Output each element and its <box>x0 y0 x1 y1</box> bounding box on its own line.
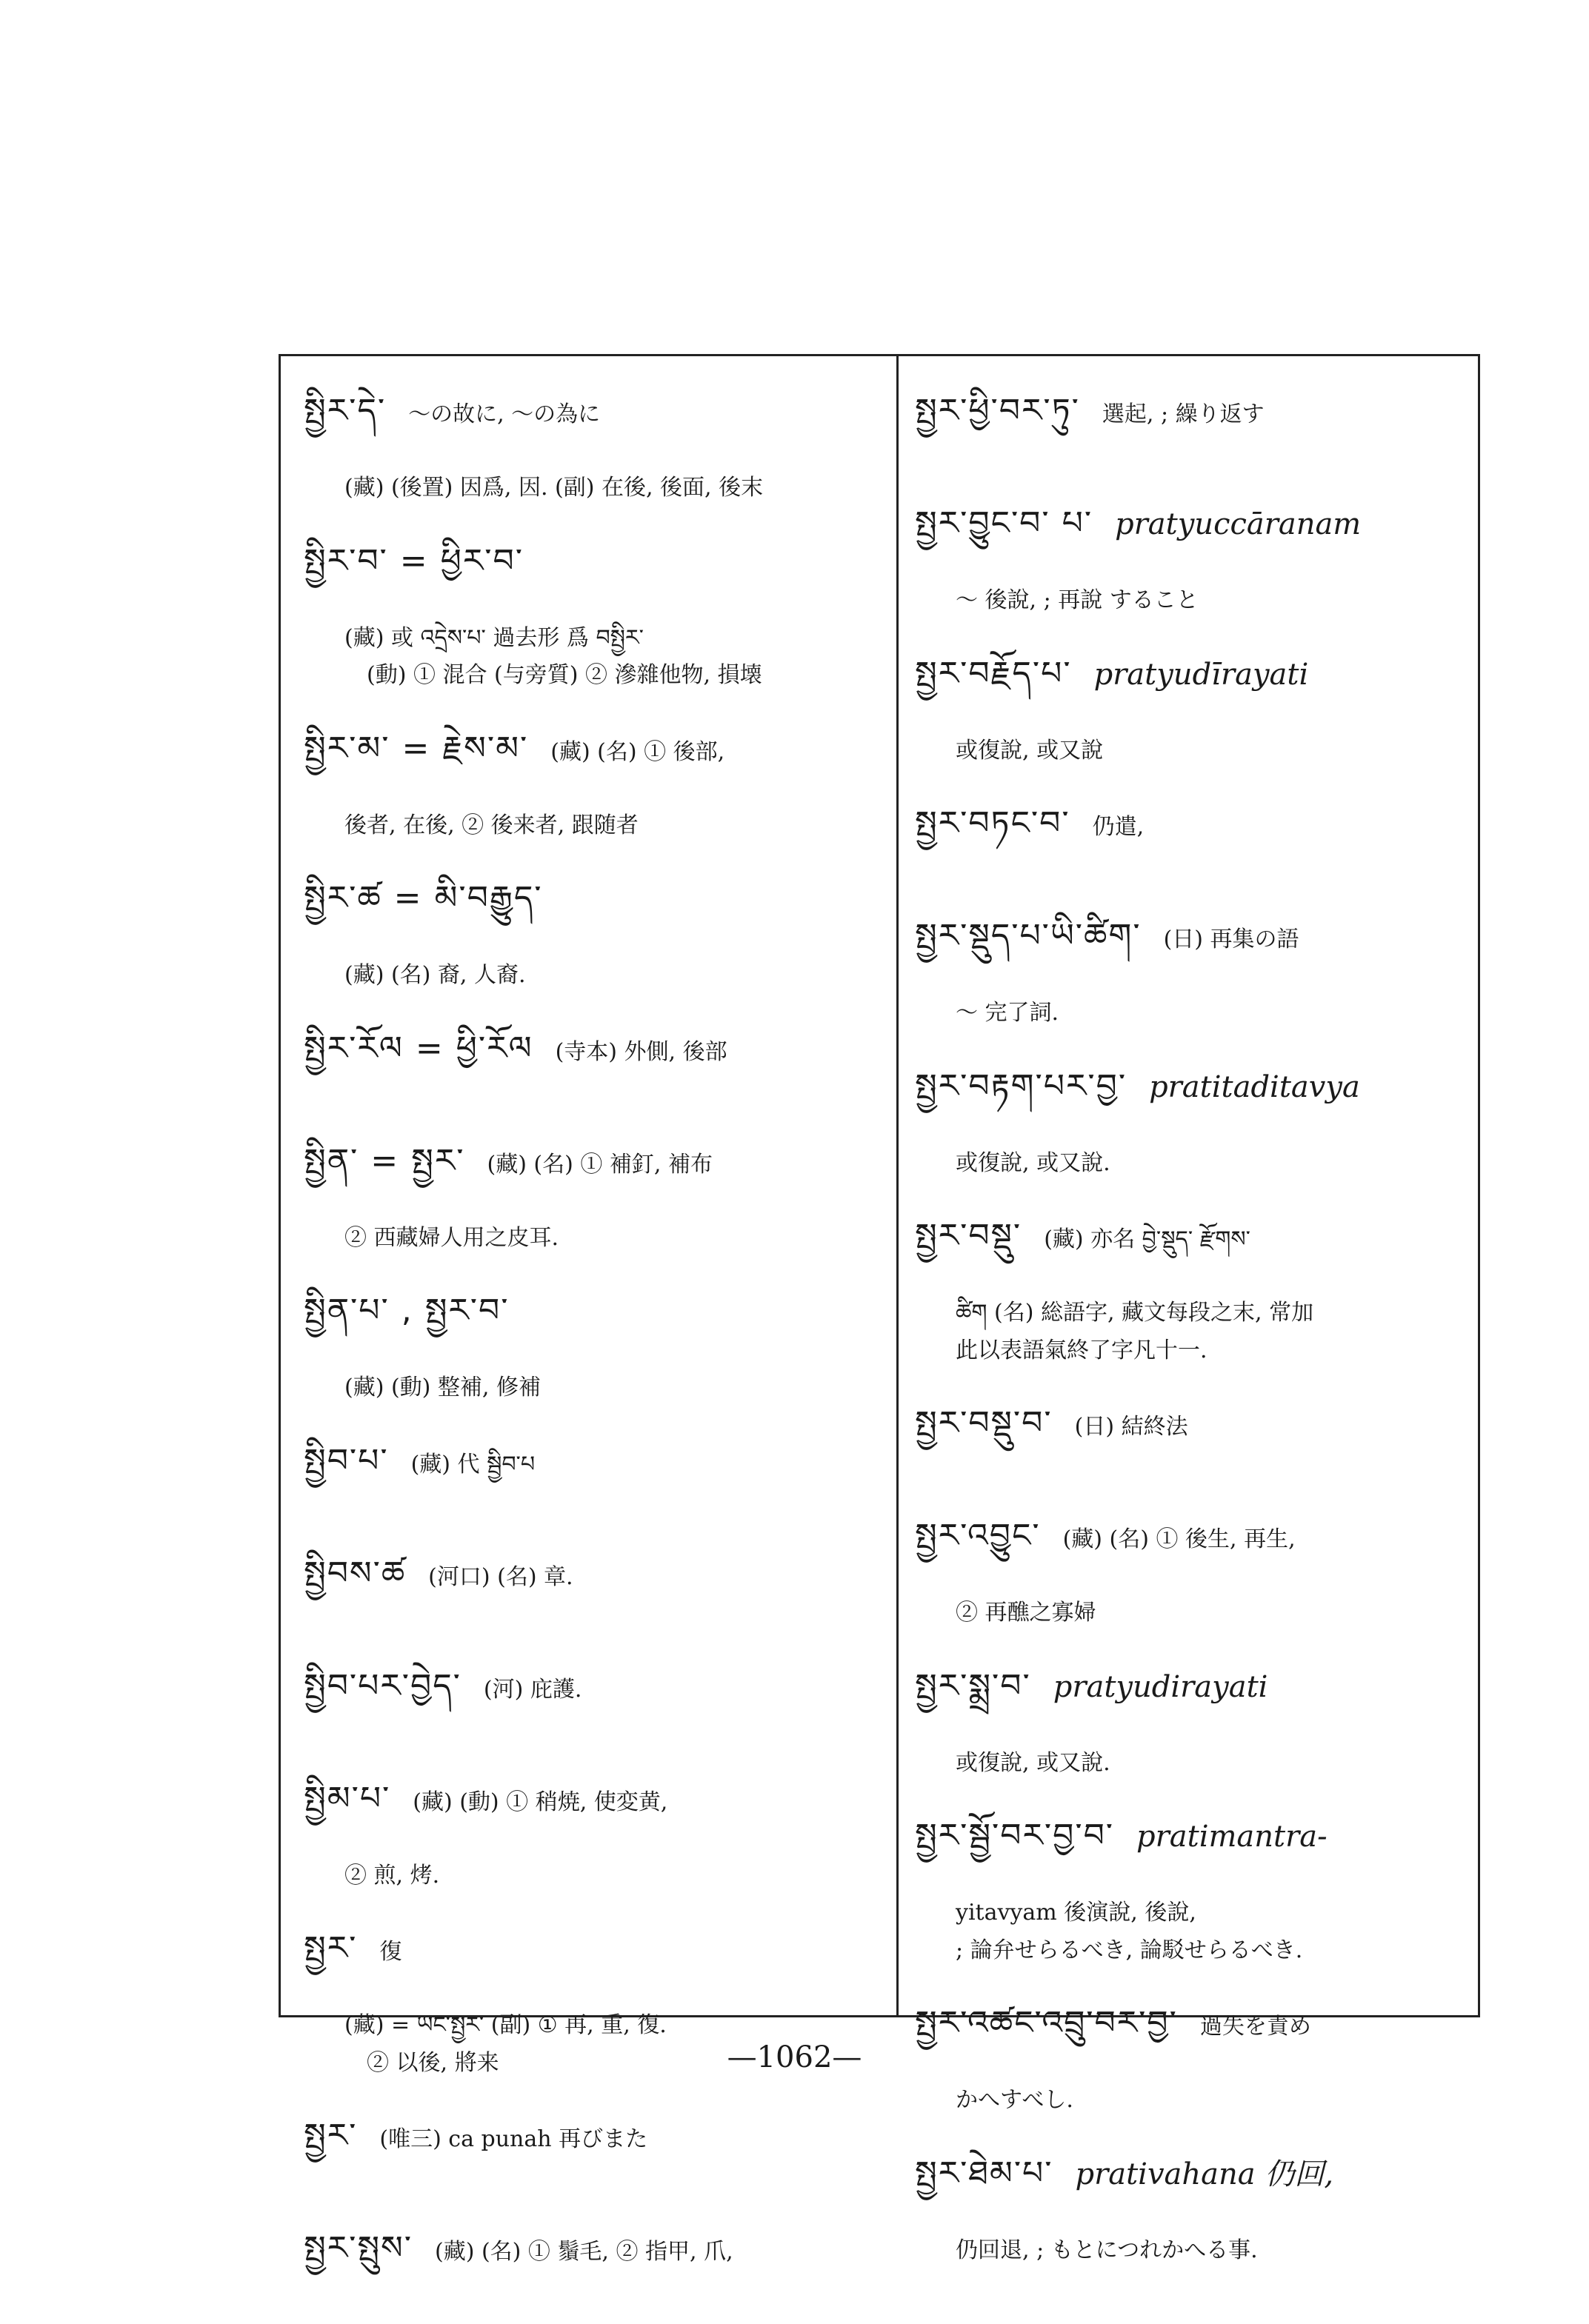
entry-gloss: pratimantra- <box>1136 1820 1328 1854</box>
entry-headword: སྤྱར་ཕྱི་བར་ཏུ་ <box>915 392 1080 430</box>
dictionary-entry <box>304 1424 889 1516</box>
entry-headline <box>304 1424 889 1516</box>
entry-headline <box>304 524 889 616</box>
entry-headline <box>304 1012 889 1103</box>
right-column <box>915 374 1470 2286</box>
entry-headline <box>915 487 1470 578</box>
entry-headline <box>915 374 1470 466</box>
entry-gloss: (寺本) 外側, 後部 <box>555 1038 727 1065</box>
entry-definition-line: ② 再醮之寡婦 <box>956 1600 1096 1626</box>
entry-headline <box>915 637 1470 729</box>
dictionary-entry <box>304 524 889 691</box>
dictionary-entry <box>304 1012 889 1103</box>
entry-headword: སྤྱར་བསྡུ་ <box>915 1217 1022 1255</box>
dictionary-entry <box>304 1762 889 1891</box>
entry-headword: སྤྱར་ <box>304 2117 358 2154</box>
entry-gloss: pratitaditavya <box>1149 1069 1360 1104</box>
entry-definition-line: (藏) (名) 裔, 人裔. <box>344 962 526 988</box>
entry-headword: སྤྱིར་མ་ = རྗེས་མ་ <box>304 729 529 767</box>
dictionary-entry <box>304 1124 889 1254</box>
entry-headline <box>304 1124 889 1216</box>
dictionary-entry <box>304 374 889 504</box>
entry-definition-line: 或復說, 或又說. <box>956 1149 1110 1176</box>
entry-gloss: pratyuccāranam <box>1115 507 1362 541</box>
entry-headline <box>304 1762 889 1854</box>
dictionary-entry <box>915 2137 1470 2266</box>
entry-headword: སྤྱིན་ = སྤྱར་ <box>304 1141 465 1180</box>
entry-gloss: 仍遣, <box>1092 814 1145 840</box>
entry-headword: སྤྱིར་དེ་ <box>304 392 387 430</box>
entry-definition-line: 或復說, 或又說 <box>956 737 1104 764</box>
entry-headword: སྤྱར་སྡུད་པ་ཡི་ཚིག་ <box>915 917 1142 955</box>
entry-headline <box>915 1386 1470 1478</box>
entry-headword: སྤྱིན་པ་ , སྤྱར་བ་ <box>304 1292 510 1329</box>
entry-definition-line: 後者, 在後, ② 後来者, 跟随者 <box>344 812 639 838</box>
entry-gloss: 選起, ; 繰り返す <box>1102 401 1265 427</box>
entry-definition-line: ; 論弁せらるべき, 論駁せらるべき. <box>956 1937 1303 1963</box>
entry-gloss: (藏) (名) ① 後部, <box>550 738 725 765</box>
entry-headword: སྤྱར་ <box>304 1929 358 1967</box>
dictionary-entry <box>915 1386 1470 1478</box>
dictionary-entry <box>304 712 889 841</box>
entry-gloss: (藏) (名) ① 鬚毛, ② 指甲, 爪, <box>435 2239 733 2265</box>
entry-gloss: 〜の故に, 〜の為に <box>408 401 601 427</box>
left-column <box>304 374 889 2324</box>
dictionary-entry <box>304 1649 889 1741</box>
entry-headline <box>304 861 889 953</box>
entry-definition-line: かへすべし. <box>956 2087 1073 2113</box>
dictionary-entry <box>915 1199 1470 1366</box>
entry-headline <box>304 1911 889 2003</box>
entry-definition-line: (藏) (動) 整補, 修補 <box>344 1375 541 1400</box>
dictionary-entry <box>915 899 1470 1029</box>
entry-gloss: (河) 庇護. <box>483 1676 582 1703</box>
entry-gloss: (日) 再集の語 <box>1163 926 1299 952</box>
entry-headline <box>304 374 889 466</box>
dictionary-entry <box>304 2099 889 2191</box>
dictionary-entry <box>304 861 889 991</box>
dictionary-entry <box>915 1049 1470 1179</box>
entry-headword: སྤྱར་ཐེམ་པ་ <box>915 2154 1053 2192</box>
entry-headline <box>915 1649 1470 1741</box>
entry-headline <box>915 1049 1470 1141</box>
dictionary-entry <box>915 1799 1470 1966</box>
entry-definition-line: 〜 後說, ; 再說 すること <box>956 587 1199 613</box>
entry-definition-line: 此以表語氣終了字凡十一. <box>956 1337 1207 1363</box>
entry-headword: སྤྱར་བཏང་བ་ <box>915 804 1070 842</box>
entry-headword: སྤྱིབས་ཚ <box>304 1554 407 1592</box>
dictionary-entry <box>304 2211 889 2303</box>
dictionary-entry <box>304 1537 889 1629</box>
entry-definition-line: (藏) = ཡང་སྤྱར་ (副) ① 再, 重, 復. <box>344 2012 667 2038</box>
entry-definition-line: 或復說, 或又說. <box>956 1749 1110 1776</box>
entry-headword: སྤྱིར་ཚ = མི་བརྒྱུད་ <box>304 879 543 917</box>
entry-gloss: 過失を責め <box>1199 2014 1311 2040</box>
entry-definition-line: (動) ① 混合 (与旁質) ② 滲雜他物, 損壊 <box>367 662 762 688</box>
entry-headword: སྤྱིབ་པ་ <box>304 1441 389 1480</box>
entry-headword: སྤྱར་བརྟག་པར་བྱ་ <box>915 1066 1127 1105</box>
entry-headline <box>304 1274 889 1366</box>
entry-gloss: (藏) (名) ① 後生, 再生, <box>1062 1526 1296 1552</box>
entry-definition-line: (藏) (後置) 因爲, 因. (副) 在後, 後面, 後末 <box>344 475 764 501</box>
entry-headword: སྤྱར་སྤུས་ <box>304 2229 413 2267</box>
entry-gloss: (藏) (名) ① 補釘, 補布 <box>487 1151 713 1178</box>
entry-definition-line: yitavyam 後演說, 後說, <box>956 1900 1196 1926</box>
entry-definition-line: ② 煎, 烤. <box>344 1862 440 1889</box>
dictionary-entry <box>915 787 1470 878</box>
entry-gloss: (藏) 亦名 བྱེ་སྡུད་ རྫོགས་ <box>1044 1226 1250 1252</box>
entry-gloss: pratyudirayati <box>1053 1669 1268 1704</box>
entry-headline <box>915 899 1470 991</box>
entry-headword: སྤྱར་བྱུང་བ་ པ་ <box>915 504 1093 542</box>
dictionary-entry <box>915 487 1470 616</box>
entry-definition-line: ② 以後, 將来 <box>367 2049 499 2076</box>
entry-gloss: (藏) (動) ① 稍焼, 使変黄, <box>413 1789 668 1815</box>
page-number: —1062— <box>727 2040 862 2074</box>
entry-headword: སྤྱར་སྨྲ་བ་ <box>915 1666 1031 1705</box>
entry-headline <box>304 712 889 804</box>
entry-definition-line: ཚིག (名) 総語字, 藏文每段之末, 常加 <box>956 1300 1314 1326</box>
entry-headline <box>304 1649 889 1741</box>
entry-headword: སྤྱིར་རོལ = ཕྱི་རོལ <box>304 1029 533 1067</box>
entry-headword: སྤྱར་བརྗོད་པ་ <box>915 654 1072 692</box>
entry-headline <box>915 1499 1470 1591</box>
entry-headline <box>304 2211 889 2303</box>
entry-headword: སྤྱར་འབྱུང་ <box>915 1517 1041 1555</box>
entry-headline <box>304 1537 889 1629</box>
entry-headline <box>304 2099 889 2191</box>
entry-definition-line: 仍回退, ; もとにつれかへる事. <box>956 2237 1258 2263</box>
entry-definition-line: ② 西藏婦人用之皮耳. <box>344 1224 559 1251</box>
dictionary-entry <box>915 637 1470 767</box>
entry-gloss: prativahana 仍回, <box>1075 2157 1334 2191</box>
entry-gloss: (日) 結終法 <box>1074 1414 1188 1440</box>
entry-gloss: 復 <box>379 1939 402 1965</box>
entry-headword: སྤྱར་བསྡུ་བ་ <box>915 1404 1053 1442</box>
dictionary-entry <box>304 1274 889 1403</box>
entry-headword: སྤྱིར་བ་ = ཕྱིར་བ་ <box>304 541 524 580</box>
entry-gloss: (河口) (名) 章. <box>428 1563 573 1590</box>
entry-gloss: (唯三) ca punah 再びまた <box>379 2126 648 2152</box>
dictionary-entry <box>915 1499 1470 1629</box>
dictionary-entry <box>915 1649 1470 1779</box>
dictionary-entry <box>915 374 1470 466</box>
entry-headword: སྤྱར་འཚང་འབྲུ་བར་བྱ་ <box>915 2004 1178 2042</box>
entry-gloss: (藏) 代 སྦྱིབ་པ <box>410 1451 536 1477</box>
entry-headline <box>915 2137 1470 2228</box>
entry-headline <box>915 787 1470 878</box>
entry-definition-line: (藏) 或 འདྲེས་པ་ 過去形 爲 བསྤྱིར་ <box>344 624 644 651</box>
entry-headword: སྤྱིམ་པ་ <box>304 1779 391 1817</box>
entry-headline <box>915 1199 1470 1291</box>
column-divider <box>896 354 899 2017</box>
entry-headword: སྤྱིབ་པར་བྱེད་ <box>304 1666 462 1705</box>
entry-headline <box>915 1799 1470 1891</box>
entry-gloss: pratyudīrayati <box>1093 657 1309 692</box>
entry-headword: སྤྱར་སྦྱོ་བར་བྱ་བ་ <box>915 1817 1115 1854</box>
entry-definition-line: 〜 完了詞. <box>956 1000 1059 1026</box>
